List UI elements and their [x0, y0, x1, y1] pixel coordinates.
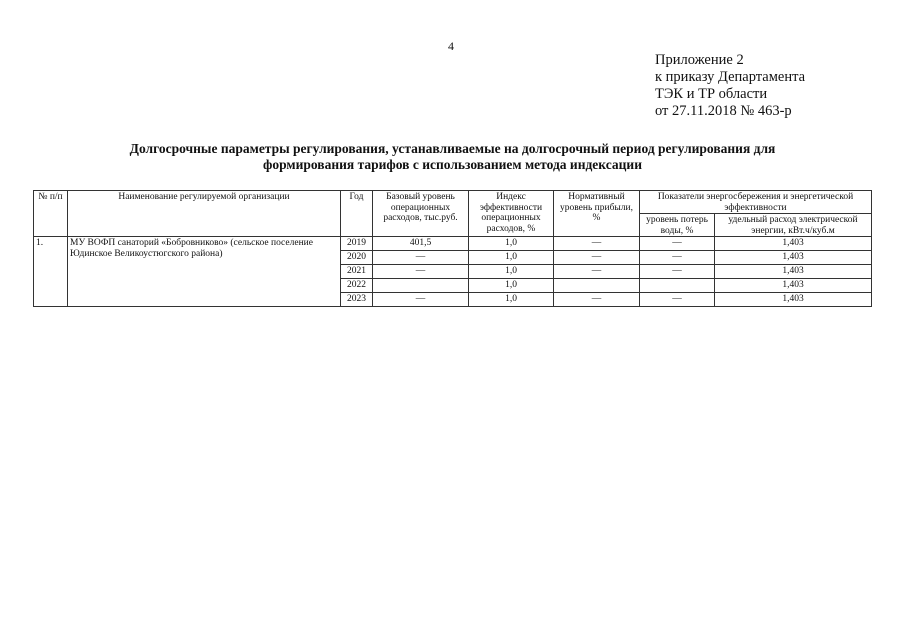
- header-num: № п/п: [34, 191, 68, 237]
- org-name: МУ ВОФП санаторий «Бобровниково» (сельское поселение Юдинское Великоустюгского района): [68, 237, 341, 307]
- cell-efficiency-index: 1,0: [469, 293, 554, 307]
- cell-energy-consumption: 1,403: [715, 279, 872, 293]
- cell-year: 2022: [341, 279, 373, 293]
- header-efficiency-index: Индекс эффективности операционных расходов, %: [469, 191, 554, 237]
- cell-base-level: [373, 279, 469, 293]
- cell-year: 2021: [341, 265, 373, 279]
- appendix-note: [655, 52, 805, 120]
- cell-base-level: —: [373, 293, 469, 307]
- header-org: Наименование регулируемой организации: [68, 191, 341, 237]
- parameters-table: [33, 190, 872, 307]
- header-year: Год: [341, 191, 373, 237]
- header-energy-group: Показатели энергосбережения и энергетической эффективности: [640, 191, 872, 214]
- cell-efficiency-index: 1,0: [469, 265, 554, 279]
- cell-water-loss: —: [640, 237, 715, 251]
- cell-base-level: —: [373, 251, 469, 265]
- document-title-line-2: формирования тарифов с использованием метода индексации: [263, 157, 642, 172]
- cell-water-loss: —: [640, 265, 715, 279]
- document-title-line-1: Долгосрочные параметры регулирования, устанавливаемые на долгосрочный период регулирования для: [129, 141, 776, 156]
- appendix-line-1: Приложение 2: [655, 52, 744, 68]
- header-energy-consumption: удельный расход электрической энергии, кВт.ч/куб.м: [715, 214, 872, 237]
- cell-profit-level: [554, 279, 640, 293]
- cell-year: 2020: [341, 251, 373, 265]
- cell-profit-level: —: [554, 293, 640, 307]
- appendix-line-2: к приказу Департамента: [655, 69, 806, 85]
- cell-profit-level: —: [554, 265, 640, 279]
- cell-energy-consumption: 1,403: [715, 293, 872, 307]
- appendix-line-4: от 27.11.2018 № 463-р: [655, 103, 792, 119]
- cell-water-loss: —: [640, 293, 715, 307]
- cell-profit-level: —: [554, 251, 640, 265]
- header-water-loss: уровень потерь воды, %: [640, 214, 715, 237]
- cell-efficiency-index: 1,0: [469, 251, 554, 265]
- cell-profit-level: —: [554, 237, 640, 251]
- header-profit-level: Нормативный уровень прибыли, %: [554, 191, 640, 237]
- cell-year: 2023: [341, 293, 373, 307]
- cell-base-level: 401,5: [373, 237, 469, 251]
- cell-base-level: —: [373, 265, 469, 279]
- cell-energy-consumption: 1,403: [715, 251, 872, 265]
- appendix-line-3: ТЭК и ТР области: [655, 86, 768, 102]
- table-row: [34, 237, 872, 251]
- header-base-level: Базовый уровень операционных расходов, тыс.руб.: [373, 191, 469, 237]
- org-number: 1.: [34, 237, 68, 307]
- cell-energy-consumption: 1,403: [715, 237, 872, 251]
- cell-water-loss: —: [640, 251, 715, 265]
- cell-efficiency-index: 1,0: [469, 279, 554, 293]
- cell-energy-consumption: 1,403: [715, 265, 872, 279]
- page-number: 4: [448, 39, 454, 53]
- document-title: [40, 141, 865, 173]
- cell-water-loss: [640, 279, 715, 293]
- cell-year: 2019: [341, 237, 373, 251]
- cell-efficiency-index: 1,0: [469, 237, 554, 251]
